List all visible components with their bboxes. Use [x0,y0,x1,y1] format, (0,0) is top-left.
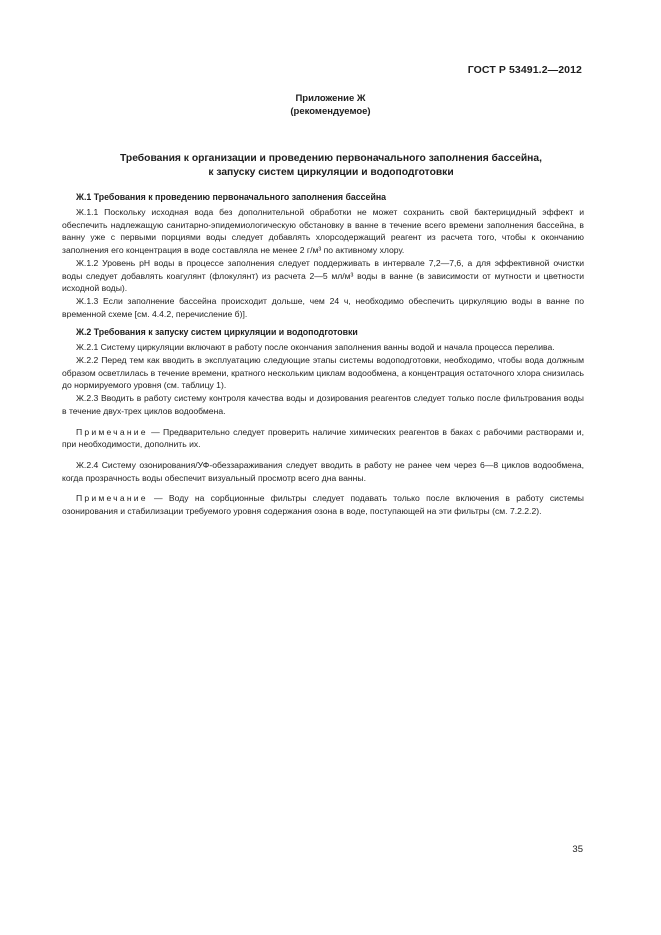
note-text: — Воду на сорбционные фильтры следует подавать только после включения в работу системы озонирования и стабилизации требуемого уровня содержания озона в воде, поступающей на эти фильтры (см. 7.2.2.2). [62,493,584,517]
document-body [62,191,584,518]
document-title [70,152,592,180]
paragraph-2-3: Ж.2.3 Вводить в работу систему контроля качества воды и дозирования реагентов следует только после фильтрования воды в течение двух-трех циклов водообмена. [62,393,584,416]
section-heading-1: Ж.1 Требования к проведению первоначального заполнения бассейна [76,192,387,202]
note-label: Примечание [76,426,148,437]
paragraph-1-1: Ж.1.1 Поскольку исходная вода без дополнительной обработки не может сохранить свой бактерицидный эффект и обеспечить надлежащую санитарно-эпидемиологическую обстановку в ванне в течение всего времени заполнения бассейна, в ванну уже с первыми порциями воды следует добавлять хлорсодержащий реагент из расчета того, чтобы к окончанию заполнения его концентрация в воде составляла не менее 2 г/м³ по активному хлору. [62,207,584,256]
paragraph-1-2: Ж.1.2 Уровень pH воды в процессе заполнения следует поддерживать в интервале 7,2—7,6, а для эффективной очистки воды следует добавлять коагулянт (флокулянт) из расчета 2—5 мл/м³ воды в ванне (в зависимости от мутности и цветности исходной воды). [62,257,584,294]
spacer [62,451,584,459]
appendix-title: Приложение Ж [295,93,366,104]
paragraph-2-4: Ж.2.4 Систему озонирования/УФ-обеззараживания следует вводить в работу не ранее чем через 6—8 циклов водообмена, когда прозрачность воды обеспечит визуальный просмотр всего дна ванны. [62,459,584,483]
section-heading-2: Ж.2 Требования к запуску систем циркуляции и водоподготовки [76,327,358,338]
paragraph-2-2: Ж.2.2 Перед тем как вводить в эксплуатацию следующие этапы системы водоподготовки, необходимо, чтобы вода должным образом осветлилась в течение времени, кратного нескольким циклам водообмена, а концентрация остаточного хлора снизилась до нормируемого уровня (см. таблицу 1). [62,355,584,391]
standard-code: ГОСТ Р 53491.2—2012 [467,64,582,76]
spacer [62,484,584,492]
document-title-line-2: к запуску систем циркуляции и водоподготовки [208,167,454,178]
paragraph-2-1: Ж.2.1 Систему циркуляции включают в работу после окончания заполнения ванны водой и начала процесса перелива. [76,342,555,353]
note-1 [62,426,584,451]
document-title-line-1: Требования к организации и проведению первоначального заполнения бассейна, [120,153,542,164]
spacer [62,418,584,426]
paragraph-1-3: Ж.1.3 Если заполнение бассейна происходит дольше, чем 24 ч, необходимо обеспечить циркуляцию воды в ванне по временной схеме [см. 4.4.2, перечисление б)]. [62,295,584,319]
note-2 [62,492,584,517]
note-text: — Предварительно следует проверить наличие химических реагентов в баках с рабочими растворами и, при необходимости, дополнить их. [62,426,584,450]
appendix-status: (рекомендуемое) [290,106,371,117]
page-number: 35 [572,844,583,855]
note-label: Примечание [76,493,148,504]
appendix-heading [0,92,661,118]
